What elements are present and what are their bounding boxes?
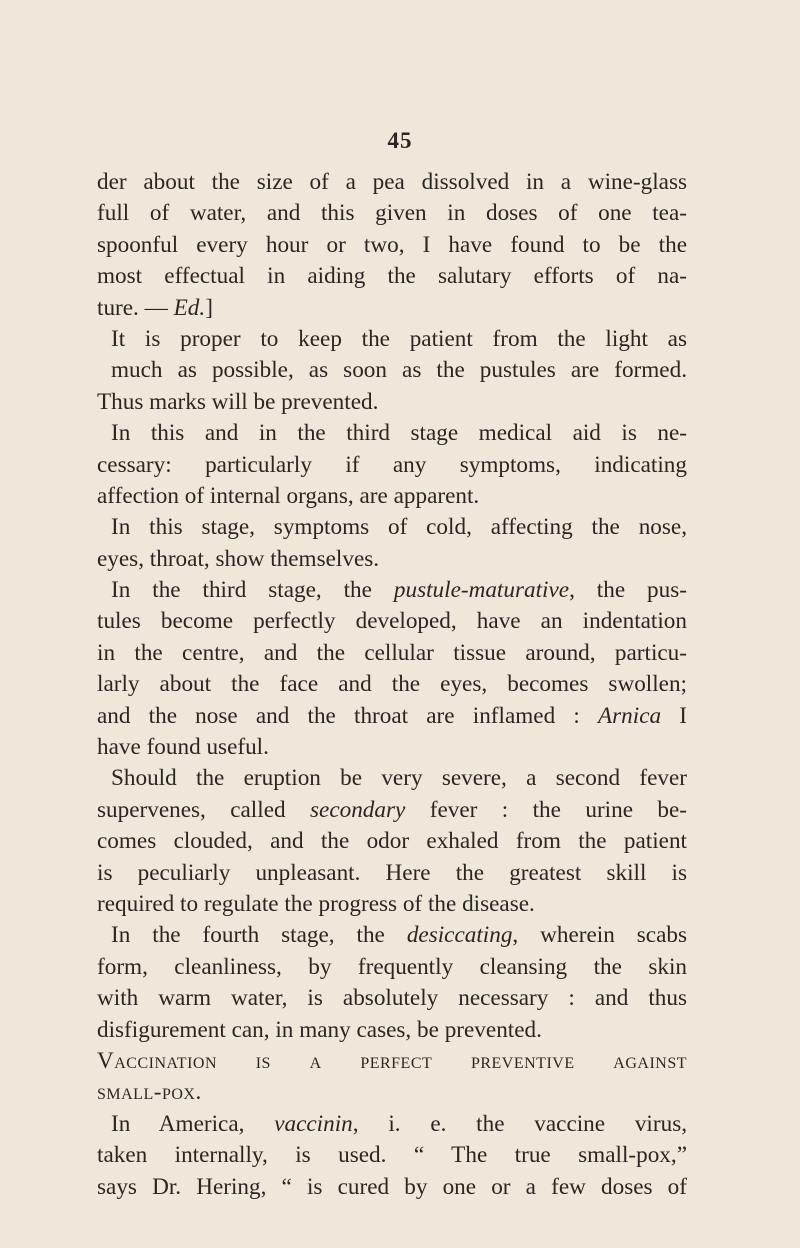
text-line <box>97 763 687 794</box>
text-line <box>97 1046 687 1077</box>
text-line <box>97 1109 687 1140</box>
text-line <box>97 230 687 261</box>
text-run: I <box>661 702 687 729</box>
text-line <box>97 983 687 1014</box>
text-run: small-pox. <box>97 1079 202 1106</box>
text-run: , i. e. the vaccine virus, <box>352 1110 688 1137</box>
text-line <box>97 418 687 449</box>
text-run: required to regulate the progress of the disease. <box>97 890 535 917</box>
italic-term: Ed. <box>173 294 206 321</box>
text-line <box>97 512 687 543</box>
text-line <box>97 450 687 481</box>
text-run: says Dr. Hering, “ is cured by one or a few doses of <box>97 1173 687 1200</box>
text-run: is peculiarly unpleasant. Here the greatest skill is <box>97 859 687 886</box>
text-line <box>97 826 687 857</box>
text-line <box>97 1077 687 1108</box>
text-line <box>97 889 687 920</box>
text-run: have found useful. <box>97 734 269 761</box>
text-run: , wherein scabs <box>512 922 688 949</box>
text-line <box>97 732 687 763</box>
text-run: comes clouded, and the odor exhaled from the patient <box>97 828 687 855</box>
text-run: spoonful every hour or two, I have found to be the <box>97 231 687 258</box>
text-run: ture. — <box>97 294 174 321</box>
text-run: with warm water, is absolutely necessary : and thus <box>97 985 687 1012</box>
text-run: In the third stage, the <box>111 577 394 604</box>
text-run: much as possible, as soon as the pustules are formed. <box>111 357 687 384</box>
text-line <box>97 198 687 229</box>
text-run: tules become perfectly developed, have an indentation <box>97 608 687 635</box>
text-run: In the fourth stage, the <box>111 922 407 949</box>
text-line <box>97 606 687 637</box>
italic-term: pustule-maturative <box>393 577 570 604</box>
text-run: It is proper to keep the patient from the light as <box>111 325 687 352</box>
text-line <box>97 1172 687 1203</box>
text-run: der about the size of a pea dissolved in a wine-glass <box>97 169 687 195</box>
text-run: and the nose and the throat are inflamed : <box>97 702 598 729</box>
text-run: full of water, and this given in doses of one tea- <box>97 200 687 227</box>
text-run: supervenes, called <box>97 796 310 823</box>
text-run: in the centre, and the cellular tissue around, particu- <box>97 639 687 666</box>
text-line <box>97 795 687 826</box>
text-run: taken internally, is used. “ The true small-pox,” <box>97 1142 687 1169</box>
text-line <box>97 952 687 983</box>
text-line <box>97 293 687 324</box>
text-run: Should the eruption be very severe, a second fever <box>111 765 687 792</box>
page-number: 45 <box>387 128 413 153</box>
text-line <box>97 575 687 606</box>
text-run: larly about the face and the eyes, becomes swollen; <box>97 671 687 698</box>
text-run: disfigurement can, in many cases, be prevented. <box>97 1016 542 1043</box>
text-run: In America, <box>111 1110 275 1137</box>
text-run: affection of internal organs, are apparent. <box>97 482 480 509</box>
text-line <box>97 858 687 889</box>
text-run: In this and in the third stage medical aid is ne- <box>111 420 687 447</box>
text-run: fever : the urine be- <box>405 796 688 823</box>
text-run: eyes, throat, show themselves. <box>97 545 380 572</box>
text-run: ] <box>205 294 213 321</box>
text-line <box>97 1015 687 1046</box>
text-line <box>97 669 687 700</box>
text-line <box>97 167 687 198</box>
text-run: cessary: particularly if any symptoms, indicating <box>97 451 687 478</box>
text-run: Vaccination is a perfect preventive against <box>97 1047 687 1074</box>
text-line <box>97 638 687 669</box>
text-line <box>97 324 687 355</box>
text-line <box>97 701 687 732</box>
italic-term: desiccating <box>406 922 513 949</box>
text-run: In this stage, symptoms of cold, affecting the nose, <box>111 514 687 541</box>
text-line <box>97 261 687 292</box>
text-line <box>97 387 687 418</box>
text-line <box>97 481 687 512</box>
italic-term: vaccinin <box>274 1110 353 1137</box>
text-line <box>97 544 687 575</box>
text-line <box>97 920 687 951</box>
italic-term: secondary <box>310 796 406 823</box>
italic-term: Arnica <box>597 702 662 729</box>
text-run: form, cleanliness, by frequently cleansing the skin <box>97 953 687 980</box>
body-text <box>97 167 687 1203</box>
text-run: Thus marks will be prevented. <box>97 388 379 415</box>
text-line <box>97 1140 687 1171</box>
text-run: most effectual in aiding the salutary efforts of na- <box>97 263 687 290</box>
text-line <box>97 355 687 386</box>
text-run: , the pus- <box>569 577 687 604</box>
